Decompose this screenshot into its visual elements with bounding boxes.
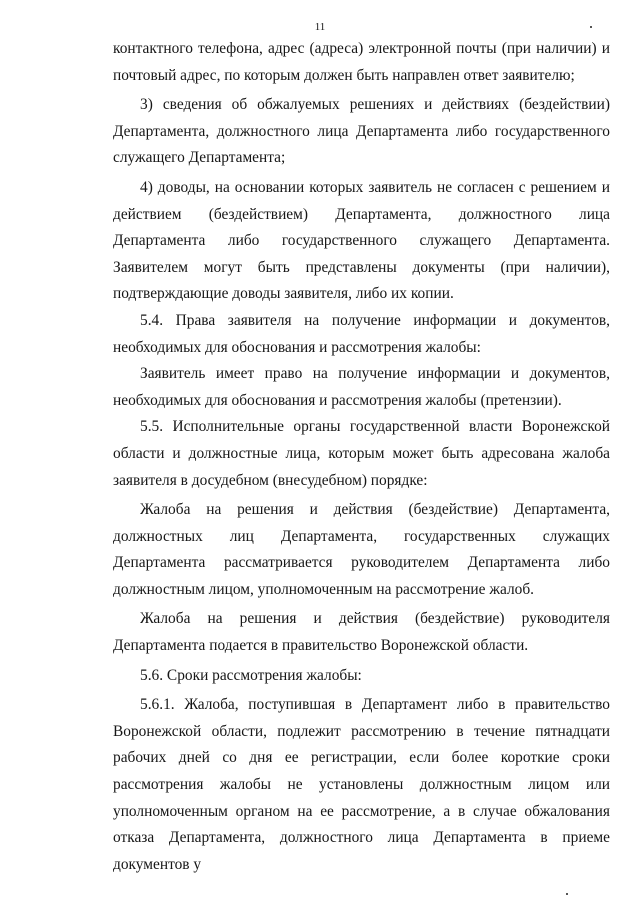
paragraph-item-4: 4) доводы, на основании которых заявитель не согласен с решением и действием (бездействием) Департамента, должностного лица Департамента либо государственного служащего Департамента. Заявителем могут быть представлены документы (при наличии), подтверждающие доводы заявителя, либо их копии.	[113, 178, 610, 303]
scan-speck	[590, 26, 592, 28]
paragraph-item-3: 3) сведения об обжалуемых решениях и действиях (бездействии) Департамента, должностного лица Департамента либо государственного служащего Департамента;	[113, 96, 610, 167]
paragraph-complaint-head: Жалоба на решения и действия (бездействие) руководителя Департамента подается в правительство Воронежской области.	[113, 610, 610, 655]
document-body	[113, 36, 610, 878]
scan-speck	[566, 893, 568, 895]
paragraph-complaint-department: Жалоба на решения и действия (бездействие) Департамента, должностных лиц Департамента, государственных служащих Департамента рассматривается руководителем Департамента либо должностным лицом, уполномоченным на рассмотрение жалоб.	[113, 501, 610, 598]
paragraph-section-5-6-1: 5.6.1. Жалоба, поступившая в Департамент либо в правительство Воронежской области, подлежит рассмотрению в течение пятнадцати рабочих дней со дня ее регистрации, если более короткие сроки рассмотрения жалобы не установлены должностным лицом или уполномоченным органом на ее рассмотрение, а в случае обжалования отказа Департамента, должностного лица Департамента в приеме документов у	[113, 696, 610, 873]
paragraph-applicant-right: Заявитель имеет право на получение информации и документов, необходимых для обоснования и рассмотрения жалобы (претензии).	[113, 365, 610, 409]
paragraph-section-5-6: 5.6. Сроки рассмотрения жалобы:	[140, 666, 362, 684]
page-number: 11	[314, 21, 326, 33]
paragraph-section-5-5: 5.5. Исполнительные органы государственной власти Воронежской области и должностные лица, которым может быть адресована жалоба заявителя в досудебном (внесудебном) порядке:	[113, 418, 610, 489]
paragraph-section-5-4: 5.4. Права заявителя на получение информации и документов, необходимых для обоснования и рассмотрения жалобы:	[113, 311, 610, 356]
paragraph-continuation: контактного телефона, адрес (адреса) электронной почты (при наличии) и почтовый адрес, по которым должен быть направлен ответ заявителю;	[113, 40, 610, 84]
